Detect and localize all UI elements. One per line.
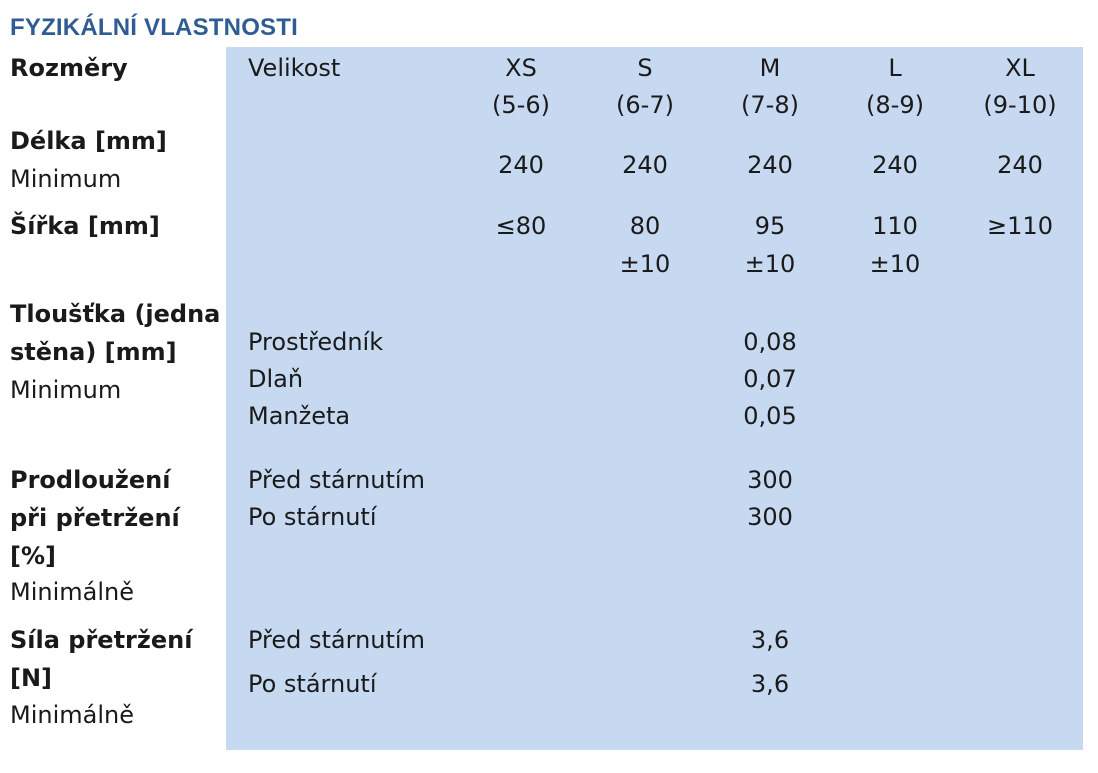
size-label: Velikost — [248, 54, 341, 82]
size-name: M — [759, 54, 781, 82]
size-range: (6-7) — [616, 91, 674, 119]
force-row-name: Před stárnutím — [248, 626, 425, 654]
size-range: (7-8) — [741, 91, 799, 119]
elongation-row-value: 300 — [747, 503, 793, 531]
length-label: Délka [mm] — [10, 127, 167, 155]
width-tolerance: ±10 — [619, 250, 671, 278]
width-value: 95 — [754, 212, 786, 240]
length-value: 240 — [498, 151, 544, 179]
width-value: ≤80 — [495, 212, 547, 240]
thickness-row-name: Manžeta — [248, 402, 351, 430]
size-name: XL — [1005, 54, 1035, 82]
force-row-name: Po stárnutí — [248, 670, 377, 698]
force-row-value: 3,6 — [750, 670, 790, 698]
elongation-label: při přetržení — [10, 504, 180, 532]
width-tolerance: ±10 — [869, 250, 921, 278]
thickness-row-value: 0,05 — [743, 402, 797, 430]
size-range: (8-9) — [866, 91, 924, 119]
width-label: Šířka [mm] — [10, 212, 160, 240]
length-value: 240 — [997, 151, 1043, 179]
thickness-sub: Minimum — [10, 376, 122, 404]
width-value: 80 — [629, 212, 661, 240]
elongation-sub: Minimálně — [10, 578, 134, 606]
document-title: FYZIKÁLNÍ VLASTNOSTI — [10, 14, 298, 41]
elongation-label: [%] — [10, 542, 56, 570]
size-range: (5-6) — [492, 91, 550, 119]
thickness-row-value: 0,08 — [743, 328, 797, 356]
length-sub: Minimum — [10, 165, 122, 193]
size-name: XS — [505, 54, 537, 82]
length-value: 240 — [747, 151, 793, 179]
elongation-row-name: Po stárnutí — [248, 503, 377, 531]
width-value: ≥110 — [987, 212, 1053, 240]
elongation-label: Prodloužení — [10, 466, 171, 494]
size-name: S — [637, 54, 653, 82]
length-value: 240 — [872, 151, 918, 179]
thickness-label: stěna) [mm] — [10, 338, 177, 366]
size-range: (9-10) — [983, 91, 1057, 119]
elongation-row-name: Před stárnutím — [248, 466, 425, 494]
force-label: Síla přetržení — [10, 626, 193, 654]
force-row-value: 3,6 — [750, 626, 790, 654]
width-tolerance: ±10 — [744, 250, 796, 278]
size-name: L — [888, 54, 902, 82]
width-value: 110 — [872, 212, 918, 240]
thickness-row-name: Dlaň — [248, 365, 304, 393]
thickness-label: Tloušťka (jedna — [10, 300, 221, 328]
elongation-row-value: 300 — [747, 466, 793, 494]
thickness-row-value: 0,07 — [743, 365, 797, 393]
length-value: 240 — [622, 151, 668, 179]
force-label: [N] — [10, 664, 53, 692]
thickness-row-name: Prostředník — [248, 328, 384, 356]
force-sub: Minimálně — [10, 701, 134, 729]
dimensions-label: Rozměry — [10, 54, 128, 82]
